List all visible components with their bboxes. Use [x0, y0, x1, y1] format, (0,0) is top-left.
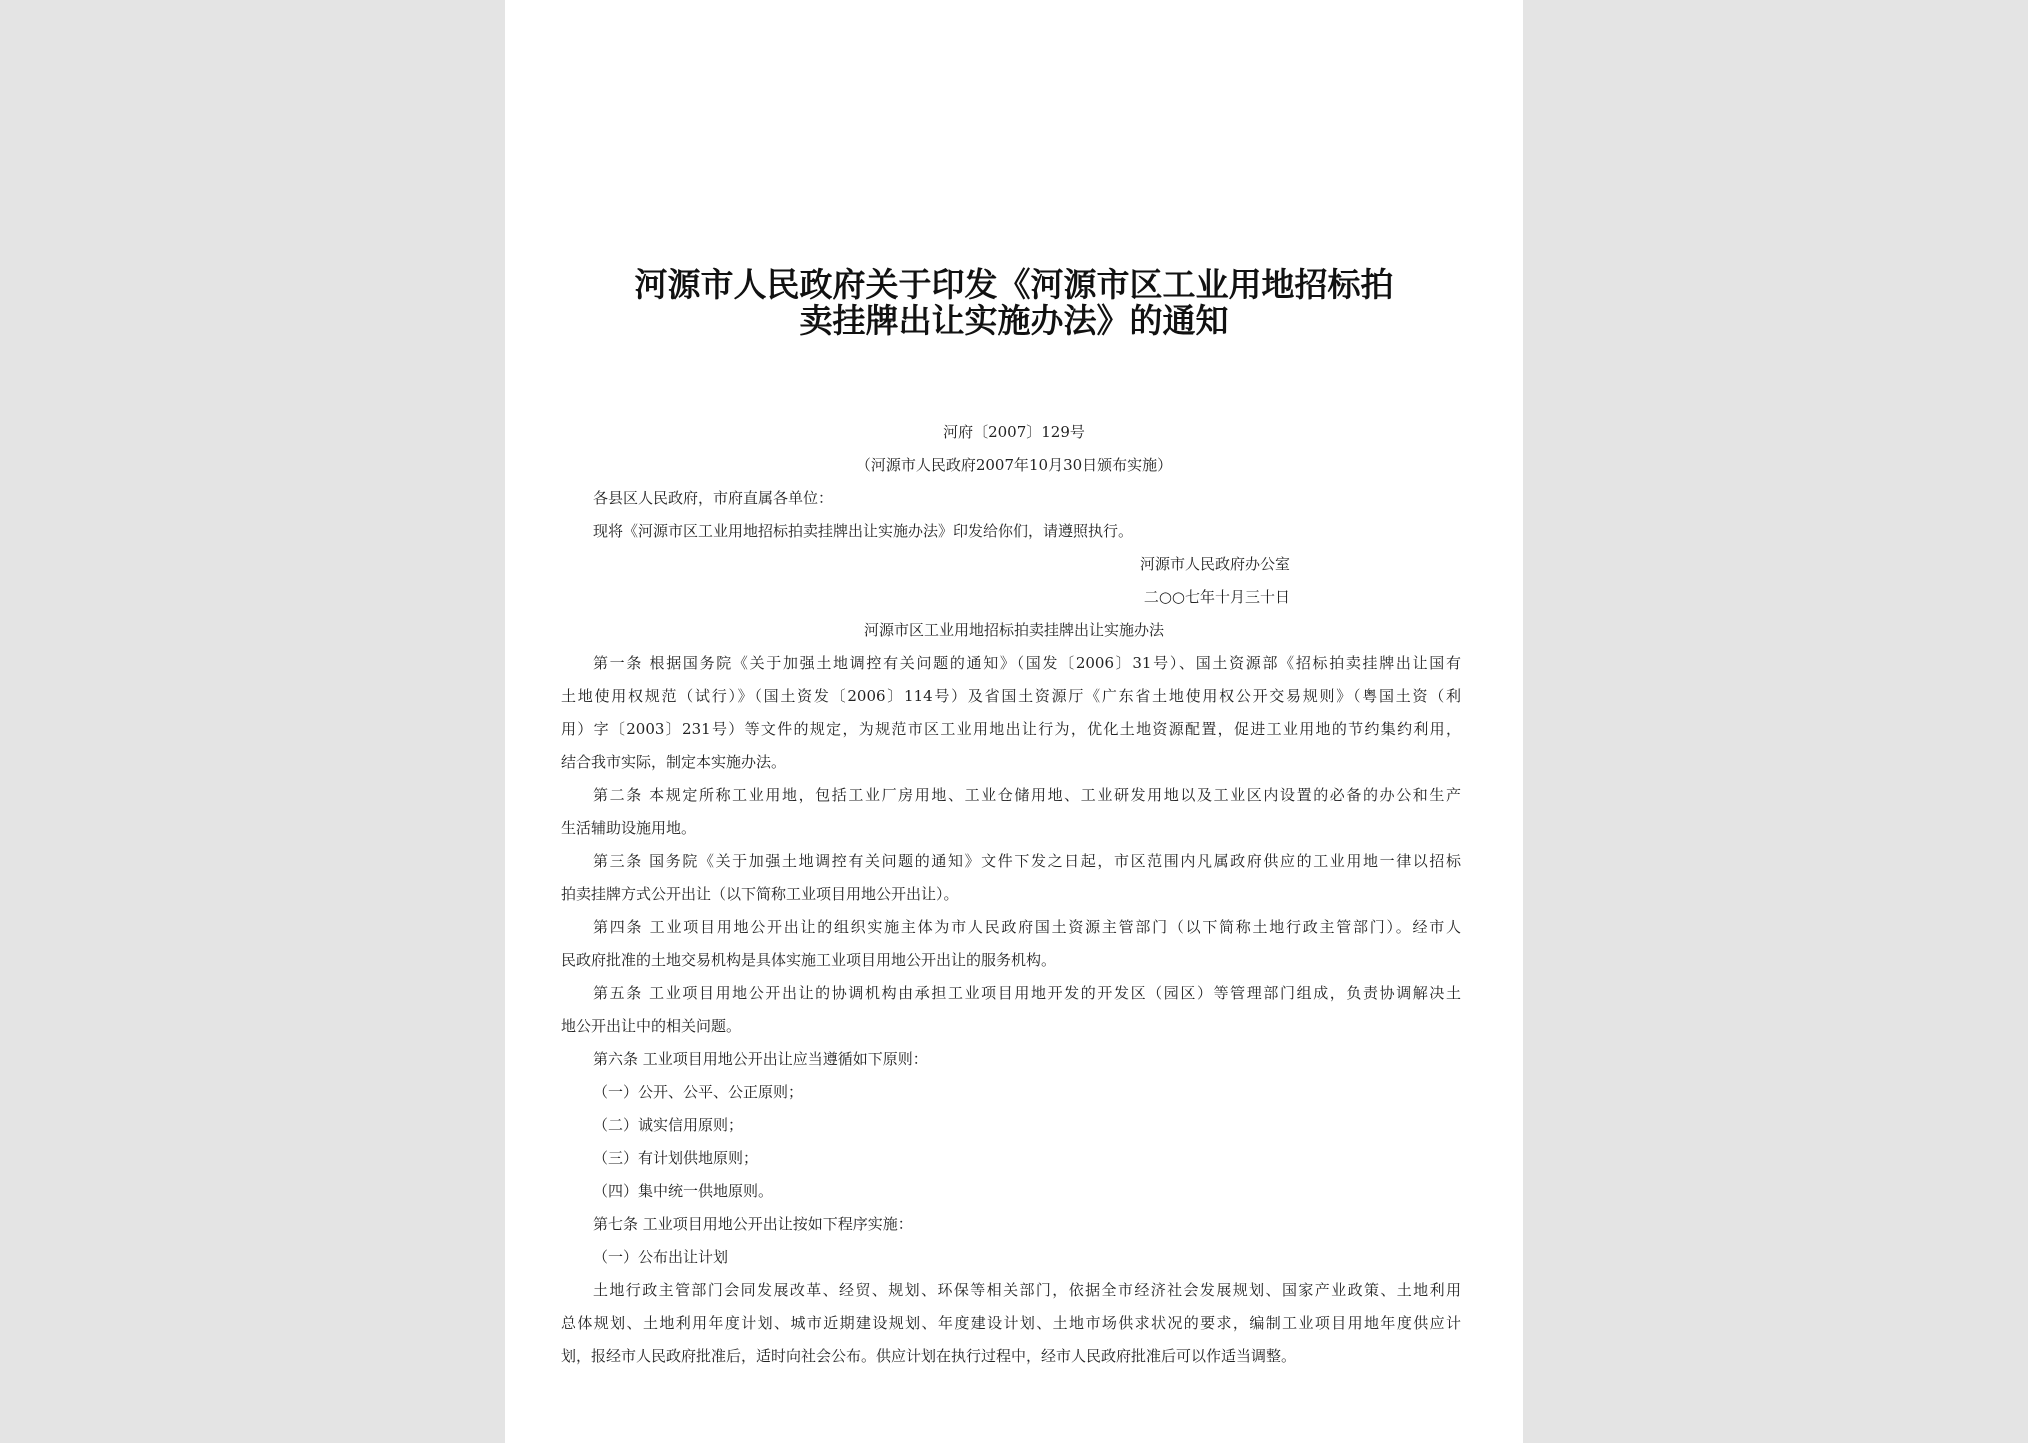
section-1-line-3: 划，报经市人民政府批准后，适时向社会公布。供应计划在执行过程中，经市人民政府批准后可以作适当调整。 [561, 1347, 1297, 1365]
document-title-line-1: 河源市人民政府关于印发《河源市区工业用地招标拍 [634, 265, 1394, 304]
article-6: 第六条 工业项目用地公开出让应当遵循如下原则： [593, 1050, 928, 1068]
article-1-line-2: 土地使用权规范（试行）》（国土资发〔2006〕114号）及省国土资源厅《广东省土地使用权公开交易规则》（粤国土资（利 [561, 687, 1461, 705]
article-7: 第七条 工业项目用地公开出让按如下程序实施： [593, 1215, 913, 1233]
article-1-line-1: 第一条 根据国务院《关于加强土地调控有关问题的通知》（国发〔2006〕31号）、国土资源部《招标拍卖挂牌出让国有 [593, 654, 1461, 672]
section-1-line-2: 总体规划、土地利用年度计划、城市近期建设规划、年度建设计划、土地市场供求状况的要求，编制工业项目用地年度供应计 [561, 1314, 1461, 1332]
article-4-line-2: 民政府批准的土地交易机构是具体实施工业项目用地公开出让的服务机构。 [561, 951, 1057, 969]
issuing-office: 河源市人民政府办公室 [1139, 555, 1290, 573]
principle-1: （一）公开、公平、公正原则； [593, 1083, 804, 1101]
section-heading-1: （一）公布出让计划 [593, 1248, 729, 1266]
principle-2: （二）诚实信用原则； [593, 1116, 744, 1134]
article-5-line-1: 第五条 工业项目用地公开出让的协调机构由承担工业项目用地开发的开发区（园区）等管理部门组成，负责协调解决土 [593, 984, 1461, 1002]
document-page [505, 0, 1523, 1443]
article-3-line-1: 第三条 国务院《关于加强土地调控有关问题的通知》文件下发之日起，市区范围内凡属政府供应的工业用地一律以招标 [593, 852, 1461, 870]
addressee: 各县区人民政府，市府直属各单位： [593, 489, 834, 507]
article-4-line-1: 第四条 工业项目用地公开出让的组织实施主体为市人民政府国土资源主管部门（以下简称土地行政主管部门）。经市人 [593, 918, 1461, 936]
issue-date: 二○○七年十月三十日 [1143, 588, 1290, 606]
article-2-line-2: 生活辅助设施用地。 [561, 819, 697, 837]
document-title-line-2: 卖挂牌出让实施办法》的通知 [799, 301, 1229, 340]
article-1-line-3: 用）字〔2003〕231号）等文件的规定，为规范市区工业用地出让行为，优化土地资源配置，促进工业用地的节约集约利用， [561, 720, 1461, 738]
document-number: 河府〔2007〕129号 [943, 423, 1085, 441]
article-3-line-2: 拍卖挂牌方式公开出让（以下简称工业项目用地公开出让）。 [561, 885, 959, 903]
issue-note: （河源市人民政府2007年10月30日颁布实施） [855, 456, 1173, 474]
article-2-line-1: 第二条 本规定所称工业用地，包括工业厂房用地、工业仓储用地、工业研发用地以及工业区内设置的必备的办公和生产 [593, 786, 1461, 804]
intro-paragraph: 现将《河源市区工业用地招标拍卖挂牌出让实施办法》印发给你们，请遵照执行。 [593, 522, 1134, 540]
article-5-line-2: 地公开出让中的相关问题。 [561, 1017, 742, 1035]
principle-3: （三）有计划供地原则； [593, 1149, 759, 1167]
section-1-line-1: 土地行政主管部门会同发展改革、经贸、规划、环保等相关部门，依据全市经济社会发展规划、国家产业政策、土地利用 [593, 1281, 1461, 1299]
article-1-line-4: 结合我市实际，制定本实施办法。 [561, 753, 787, 771]
document-subtitle: 河源市区工业用地招标拍卖挂牌出让实施办法 [863, 621, 1164, 639]
principle-4: （四）集中统一供地原则。 [593, 1182, 774, 1200]
